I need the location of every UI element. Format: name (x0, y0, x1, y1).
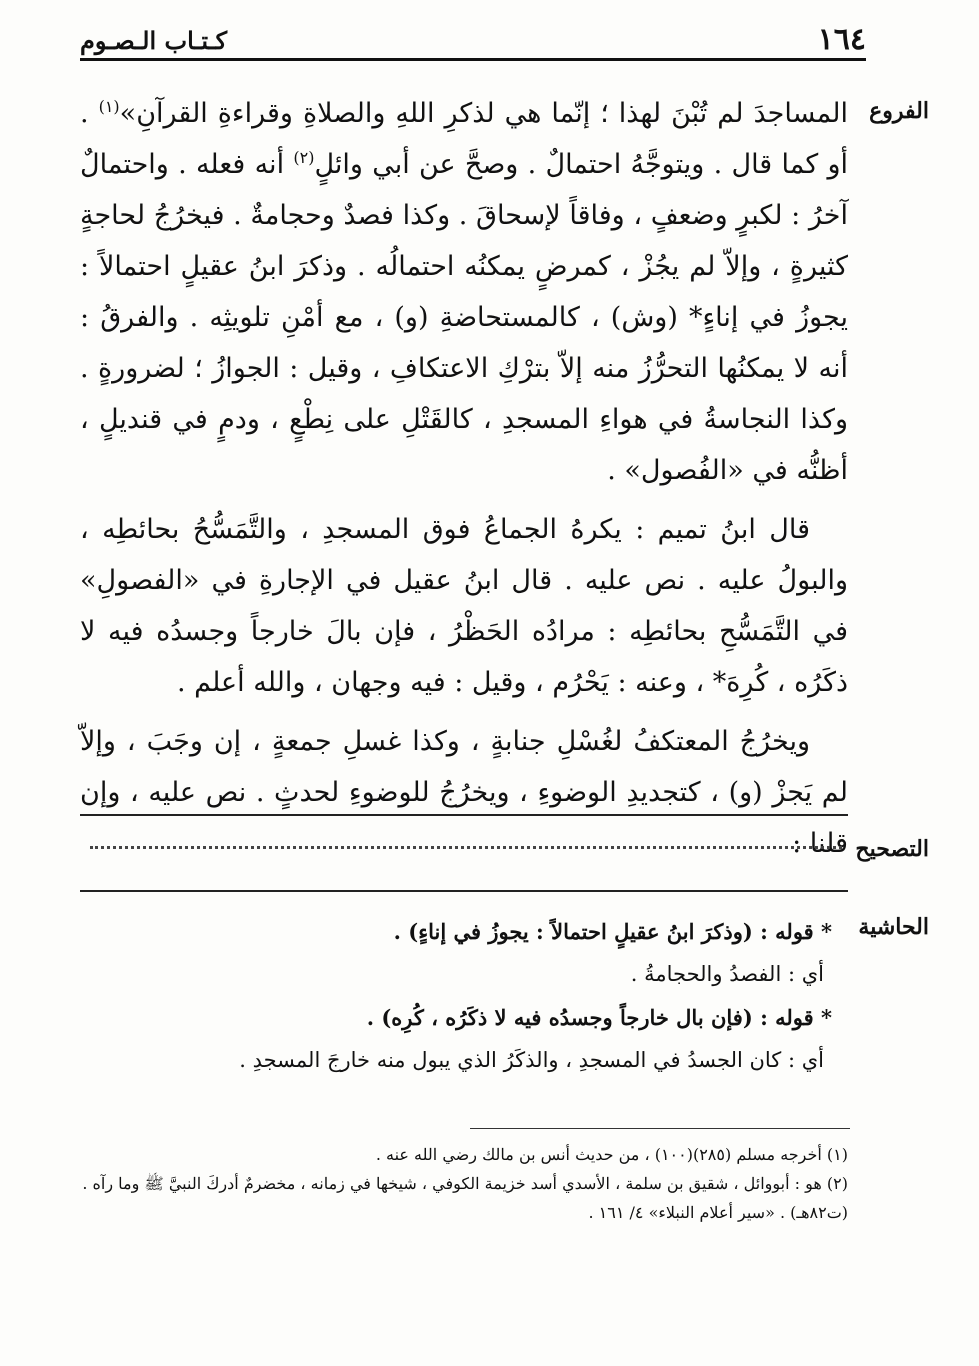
page-number: ١٦٤ (817, 22, 866, 57)
para1-text-a: المساجدَ لم تُبْنَ لهذا ؛ إنّما هي لذكرِ اللهِ والصلاةِ وقراءةِ القرآنِ» (119, 98, 849, 129)
hashiya-block (80, 918, 832, 1090)
footnotes (80, 1140, 848, 1227)
running-title: كـتـاب الـصـوم (80, 26, 228, 55)
para1-text-b: . أو كما قال . ويتوجَّهُ احتمالٌ . وصحَّ عن أبي وائلٍ (80, 98, 848, 180)
section-label-hashiya: الحاشية (858, 914, 929, 940)
page-header (80, 16, 866, 58)
para1-text-c: أنه فعله . واحتمالٌ آخرُ : لكبرٍ وضعفٍ ، وفاقاً لإسحاقَ . وكذا فصدٌ وحجامةٌ . فيخرُجُ لحاجةٍ كثيرةٍ ، وإلاّ لم يجُزْ ، كمرضٍ يمكنُه احتمالُه . وذكرَ ابنُ عقيلٍ احتمالاً : يجوزُ في إناءٍ* (وش) ، كالمستحاضةِ (و) ، مع أمْنِ تلويثِه . والفرقُ : أنه لا يمكنُها التحرُّزُ منه إلاّ بترْكِ الاعتكافِ ، وقيل : الجوازُ ؛ لضرورةٍ . وكذا النجاسةُ في هواءِ المسجدِ ، كالقَتْلِ على نِطْعٍ ، ودمٍ في قنديلٍ ، أظنُّه في «الفُصول» . (80, 149, 848, 486)
divider-bottom (80, 890, 848, 892)
hashiya-quote-1: * قوله : (وذكرَ ابنُ عقيلٍ احتمالاً : يجوزُ في إناءٍ) . (393, 919, 832, 944)
footnote-ref-1: (١) (98, 97, 120, 116)
main-paragraph-3: ويخرُجُ المعتكفُ لغُسْلِ جنابةٍ ، وكذا غسلِ جمعةٍ ، إن وجَبَ ، وإلاّ لم يَجزْ (و) ، كتجديدِ الوضوءِ ، ويخرُجُ للوضوءِ لحدثٍ . نص عليه ، وإن قلنا : (80, 726, 848, 859)
section-label-furu: الفروع (869, 98, 929, 124)
header-rule (80, 58, 866, 61)
main-paragraph-2: قال ابنُ تميم : يكرهُ الجماعُ فوق المسجدِ ، والتَّمَسُّحُ بحائطِه ، والبولُ عليه . نص عليه . قال ابنُ عقيل في الإجارةِ في «الفصولِ» في التَّمَسُّحِ بحائطِه : مرادُه الحَظْرُ ، فإن بالَ خارجاً وجسدُه فيه لا ذكَرُه ، كُرِهَ* ، وعنه : يَحْرُم ، وقيل : فيه وجهان ، والله أعلم . (80, 514, 848, 698)
main-text (80, 88, 848, 877)
footnote-2: (٢) هو : أبووائل ، شقيق بن سلمة ، الأسدي أسد خزيمة الكوفي ، شيخها في زمانه ، مخضرمٌ أدركَ النبيَّ ﷺ وما رآه . (82, 1174, 848, 1193)
main-paragraph-1 (80, 88, 848, 496)
hashiya-quote-2: * قوله : (فإن بال خارجاً وجسدُه فيه لا ذكَرُه ، كُرِه) . (366, 1005, 832, 1030)
hashiya-explanation-2: أي : كان الجسدُ في المسجدِ ، والذكَرُ الذي يبول منه خارجَ المسجدِ . (239, 1048, 824, 1072)
hashiya-explanation-1: أي : الفصدُ والحجامةُ . (630, 962, 824, 986)
section-label-tashih: التصحيح (855, 836, 929, 862)
footnote-1: (١) أخرجه مسلم (٢٨٥)(١٠٠) ، من حديث أنس بن مالك رضي الله عنه . (375, 1145, 848, 1164)
divider-top (80, 814, 848, 816)
footnote-rule (470, 1128, 850, 1129)
footnote-2-continued: (ت٨٢هـ) . «سير أعلام النبلاء» ٤/ ١٦١ . (588, 1203, 848, 1222)
footnote-ref-2: (٢) (293, 148, 315, 167)
tashih-dotted-line (90, 846, 842, 849)
